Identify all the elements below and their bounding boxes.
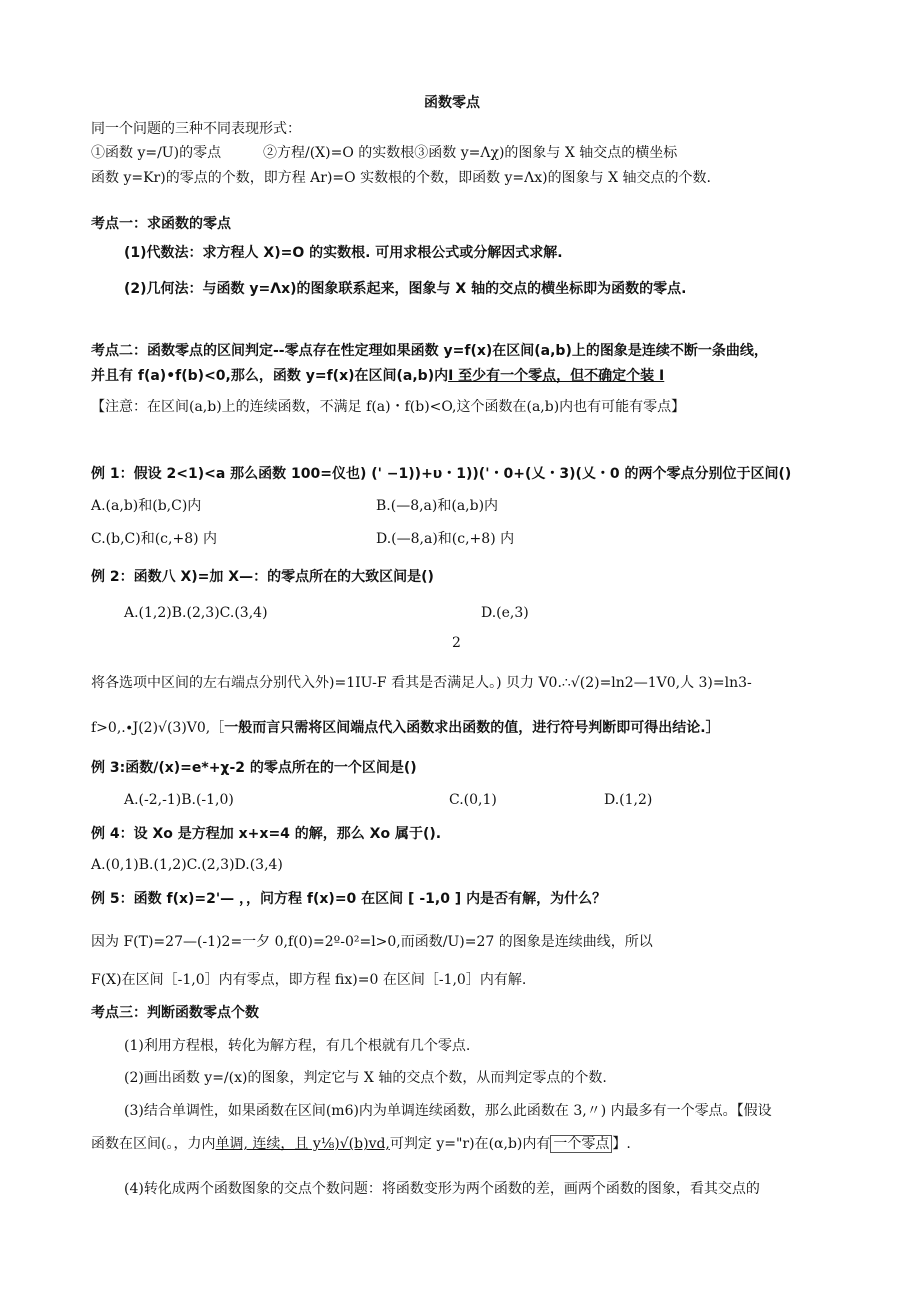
section-3-method-3-cont (91, 1134, 631, 1154)
section-3-heading: 考点三：判断函数零点个数 (91, 1005, 259, 1021)
page-title: 函数零点 (424, 95, 480, 111)
intro-line-2b: ②方程/(X)=O 的实数根③函数 y=Λχ)的图象与 X 轴交点的横坐标 (263, 145, 678, 161)
example-1-question: 例 1：假设 2<1)<a 那么函数 100=仪也) (' −1))+υ・1))('・0+(乂・3)(乂・0 的两个零点分别位于区间() (91, 466, 792, 482)
section-3-method-3-cont-c: 可判定 y="r)在(α,b)内有 (389, 1136, 551, 1152)
example-2-options-abc: A.(1,2)B.(2,3)C.(3,4) (124, 605, 268, 621)
example-3-option-d: D.(1,2) (604, 792, 653, 808)
section-3-method-3-boxed: 一个零点 (550, 1135, 612, 1153)
example-1-option-a: A.(a,b)和(b,C)内 (91, 498, 202, 514)
example-1-option-d: D.(—8,a)和(c,+8) 内 (376, 531, 515, 547)
example-3-options-ab: A.(-2,-1)B.(-1,0) (124, 792, 234, 808)
section-3-method-3-underlined: 单调, 连续，且 y⅛)√(b)vd, (215, 1136, 390, 1152)
section-3-method-1: (1)利用方程根，转化为解方程，有几个根就有几个零点. (124, 1038, 471, 1054)
section-3-method-2: (2)画出函数 y=∕(x)的图象，判定它与 X 轴的交点个数，从而判定零点的个数. (124, 1070, 607, 1086)
example-2-option-d: D.(e,3) (481, 605, 529, 621)
example-5-question: 例 5：函数 f(x)=2'— ，，问方程 f(x)=0 在区间 [ -1,0 ] 内是否有解，为什么？ (91, 891, 607, 907)
section-3-method-3: (3)结合单调性，如果函数在区间(m6)内为单调连续函数，那么此函数在 3,〃) 内最多有一个零点。【假设 (124, 1103, 772, 1119)
section-1-method-2: (2)几何法：与函数 y=Λx)的图象联系起来，图象与 X 轴的交点的横坐标即为函数的零点. (124, 281, 687, 297)
section-1-heading: 考点一：求函数的零点 (91, 216, 231, 232)
example-1-option-c: C.(b,C)和(c,+8) 内 (91, 531, 218, 547)
example-1-option-b: B.(—8,a)和(a,b)内 (376, 498, 499, 514)
example-2-solution-2 (91, 718, 720, 738)
intro-line-1: 同一个问题的三种不同表现形式： (91, 121, 301, 137)
example-5-solution-2: F(X)在区间［-1,0］内有零点，即方程 fix)=0 在区间［-1,0］内有解. (91, 972, 527, 988)
example-2-fraction-denominator: 2 (452, 635, 461, 651)
intro-line-2a: ①函数 y=∕U)的零点 (91, 145, 222, 161)
example-2-solution-2-text: f>0,.∙J(2)√(3)V0,［ (91, 720, 225, 736)
example-3-question: 例 3:函数/(x)=e*+χ-2 的零点所在的一个区间是() (91, 760, 417, 776)
section-2-line-2-text: 并且有 f(a)•f(b)<0,那么，函数 y=f(x)在区间(a,b)内 (91, 368, 449, 384)
example-2-solution-1: 将各选项中区间的左右端点分别代入外)=1IU-F 看其是否满足人。) 贝力 V0.∴√(2)=ln2—1V0,人 3)=ln3- (91, 675, 752, 691)
example-2-remark: 一般而言只需将区间端点代入函数求出函数的值，进行符号判断即可得出结论.］ (224, 720, 720, 736)
example-4-options: A.(0,1)B.(1,2)C.(2,3)D.(3,4) (91, 857, 283, 873)
example-2-question: 例 2：函数八 X)=加 X—：的零点所在的大致区间是() (91, 569, 434, 585)
example-4-question: 例 4：设 Xo 是方程加 x+x=4 的解，那么 Xo 属于(). (91, 826, 442, 842)
section-3-method-3-cont-a: 函数在区间(。，力内 (91, 1136, 216, 1152)
example-3-option-c: C.(0,1) (449, 792, 497, 808)
section-3-method-3-cont-d: 】. (612, 1136, 631, 1152)
section-2-conclusion: I 至少有一个零点，但不确定个装 I (448, 368, 665, 384)
example-5-solution-1: 因为 F(T)=27—(-1)2=一夕 0,f(0)=2º-0²=l>0,而函数/U)=27 的图象是连续曲线，所以 (91, 934, 653, 950)
section-2-line-2 (91, 366, 664, 386)
section-3-method-4: (4)转化成两个函数图象的交点个数问题：将函数变形为两个函数的差，画两个函数的图象，看其交点的 (124, 1181, 760, 1197)
intro-line-3: 函数 y=Kr)的零点的个数，即方程 Ar)=O 实数根的个数，即函数 y=Λx)的图象与 X 轴交点的个数. (91, 170, 711, 186)
section-1-method-1: (1)代数法：求方程人 X)=O 的实数根. 可用求根公式或分解因式求解. (124, 245, 563, 261)
section-2-line-1: 考点二：函数零点的区间判定--零点存在性定理如果函数 y=f(x)在区间(a,b)上的图象是连续不断一条曲线， (91, 343, 768, 359)
section-2-note: 【注意：在区间(a,b)上的连续函数，不满足 f(a)・f(b)<O,这个函数在(a,b)内也有可能有零点】 (91, 399, 686, 415)
